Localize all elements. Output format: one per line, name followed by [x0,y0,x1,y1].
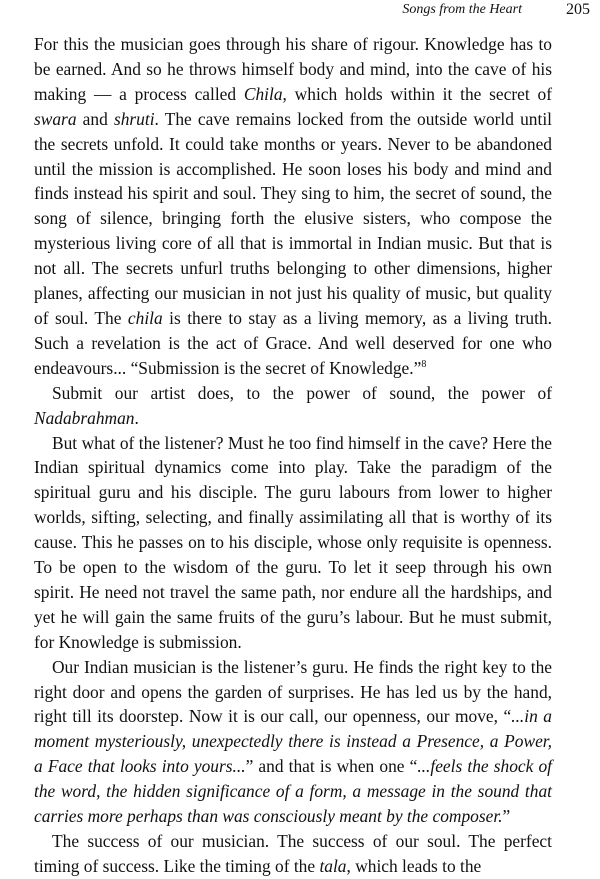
text-run: and [76,108,114,129]
paragraph [34,381,552,431]
paragraph [34,655,552,829]
body-text [34,32,552,879]
running-head: Songs from the Heart [402,2,522,17]
italic-quote: ...in a moment mysteriously, unexpectedly there is instead a Presence, a Power, a Face that looks into yours... [34,706,552,777]
italic-term: chila [127,307,163,328]
paragraph [34,829,552,879]
text-run: For this the musician goes through his share of rigour. Knowledge has to be earned. And so he throws himself body and mind, into the cave of his making — a process called [34,34,552,104]
italic-quote: ...feels the shock of the word, the hidden significance of a form, a message in the sound that carries more perhaps than was consciously meant by the composer. [34,756,552,827]
italic-term: shruti [113,108,155,129]
text-run: But what of the listener? Must he too find himself in the cave? Here the Indian spiritual dynamics come into play. Take the paradigm of the spiritual guru and his disciple. The guru labours from lower to higher worlds, sifting, selecting, and finally assimilating all that is worthy of its cause. This he passes on to his disciple, whose only requisite is openness. To be open to the wisdom of the guru. To let it seep through his own spirit. He need not travel the same path, nor endure all the hardships, and yet he will gain the same fruits of the guru’s labour. But he must submit, for Knowledge is submission. [34,432,552,652]
italic-term: Chila [243,83,283,104]
italic-term: Nadabrahman [34,407,135,428]
text-run: , which leads to the [346,855,482,876]
italic-term: swara [34,108,77,129]
paragraph [34,431,552,655]
text-run: is there to stay as a living memory, as a living truth. Such a revelation is the act of Grace. And well deserved for one who endeavours... “Submission is the secret of Knowledge.” [34,307,552,378]
text-run: . The cave remains locked from the outside world until the secrets unfold. It could take months or years. Never to be abandoned until the mission is accomplished. He soon loses his body and mind and finds instead his spirit and soul. They sing to him, the secret of sound, the song of silence, bringing forth the elusive sisters, who compose the mysterious living core of all that is immortal in Indian music. But that is not all. The secrets unfurl truths belonging to other dimensions, higher planes, affecting our musician in not just his quality of music, but quality of soul. The [34,108,552,328]
italic-term: tala [319,855,347,876]
page-number: 205 [566,1,590,18]
text-run: , which holds within it the secret of [282,83,552,104]
page-header [0,0,600,24]
text-run: The success of our musician. The success of our soul. The perfect timing of success. Like the timing of the [34,831,552,876]
text-run: Submit our artist does, to the power of sound, the power of [52,382,552,403]
text-run: ” [502,806,511,827]
text-run: . [134,407,139,428]
footnote-marker: 8 [421,358,427,370]
text-run: ” and that is when one “ [245,756,418,777]
text-run: Our Indian musician is the listener’s guru. He finds the right key to the right door and opens the garden of surprises. He has led us by the hand, right till its doorstep. Now it is our call, our openness, our move, “ [34,656,552,727]
paragraph [34,32,552,381]
